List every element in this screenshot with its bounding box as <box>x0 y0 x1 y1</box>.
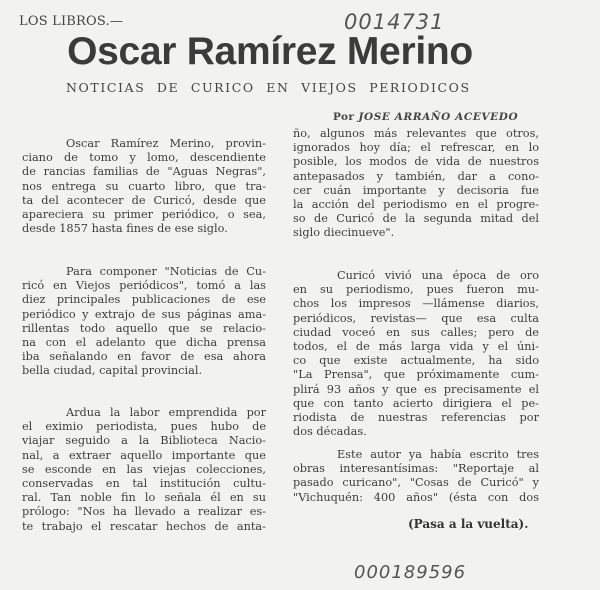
text-line: diez principales publicaciones de ese <box>22 293 266 307</box>
text-line: periódico y extrajo de sus páginas ama- <box>22 307 266 321</box>
text-line: na con el adelanto que dicha prensa <box>22 336 266 350</box>
text-line: ignorados hoy día; el refrescar, en lo <box>293 141 539 155</box>
text-line: viajar seguido a la Biblioteca Nacio- <box>22 434 266 448</box>
text-line: el eximio periodista, pues hubo de <box>22 420 266 434</box>
article-title: Oscar Ramírez Merino <box>67 30 473 73</box>
handwritten-code-bottom: 000189596 <box>354 562 467 583</box>
text-line: prólogo: "Nos ha llevado a realizar es- <box>22 505 266 519</box>
text-line: co que existe actualmente, ha sido <box>293 354 539 368</box>
left-paragraph-3 <box>22 406 266 534</box>
text-line: Curicó vivió una época de oro <box>337 269 539 282</box>
text-line: desde 1857 hasta fines de ese siglo. <box>22 222 228 236</box>
text-line: "Vichuquén: 400 años" (ésta con dos <box>293 490 539 504</box>
text-line: rillentas todo aquello que se relacio- <box>22 321 266 335</box>
text-line: so de Curicó de la segunda mitad del <box>293 212 539 226</box>
text-line: pasado curicano", "Cosas de Curicó" y <box>293 476 539 490</box>
text-line: riodista de nuestras referencias por <box>293 411 539 425</box>
text-line: ricó en Viejos periódicos", tomó a las <box>22 279 266 293</box>
byline-prefix: Por <box>333 111 355 123</box>
text-line: bella ciudad, capital provincial. <box>22 364 203 378</box>
text-line: la acción del periodismo en el progre- <box>293 198 539 212</box>
text-line: dos décadas. <box>293 425 367 439</box>
text-line: ral. Tan noble fin lo señala él en su <box>22 491 266 505</box>
text-line: que con tanto acierto dirigiera el pe- <box>293 396 539 410</box>
right-paragraph-1 <box>293 127 539 241</box>
text-line: plirá 93 años y que es precisamente el <box>293 382 539 396</box>
text-line: cer cuán importante y decisoria fue <box>293 183 539 197</box>
text-line: Ardua la labor emprendida por <box>66 406 266 419</box>
text-line: chos los impresos —llámense diarios, <box>293 297 539 311</box>
text-line: conservadas en tal institución cultu- <box>22 477 266 491</box>
text-line: iba señalando en favor de esa ahora <box>22 350 266 364</box>
left-paragraph-1 <box>22 137 266 236</box>
text-line: Oscar Ramírez Merino, provin- <box>66 137 266 150</box>
left-paragraph-2 <box>22 265 266 379</box>
text-line: obras interesantísimas: "Reportaje al <box>293 462 539 476</box>
text-line: Este autor ya había escrito tres <box>337 448 539 461</box>
handwritten-code-top: 0014731 <box>344 10 445 34</box>
text-line: Para componer "Noticias de Cu- <box>66 265 266 278</box>
article-subtitle: NOTICIAS DE CURICO EN VIEJOS PERIODICOS <box>66 80 471 95</box>
right-paragraph-2 <box>293 269 539 439</box>
text-line: ta del acontecer de Curicó, desde que <box>22 193 266 207</box>
continued-note: (Pasa a la vuelta). <box>408 517 529 531</box>
byline <box>333 111 518 123</box>
text-line: siglo diecinueve". <box>293 226 395 240</box>
text-line: nos entrega su cuarto libro, que tra- <box>22 179 266 193</box>
section-label: LOS LIBROS.— <box>19 14 124 29</box>
text-line: ciano de tomo y lomo, descendiente <box>22 151 266 165</box>
text-line: ciudad voceó en sus calles; pero de <box>293 325 539 339</box>
text-line: de rancias familias de "Aguas Negras", <box>22 165 266 179</box>
text-line: antepasados y también, dar a cono- <box>293 169 539 183</box>
text-line: "La Prensa", que próximamente cum- <box>293 368 539 382</box>
text-line: apareciera su primer periódico, o sea, <box>22 208 266 222</box>
text-line: todos, el de más larga vida y el úni- <box>293 340 539 354</box>
text-line: posible, los modos de vida de nuestros <box>293 155 539 169</box>
text-line: nal, a extraer aquello importante que <box>22 448 266 462</box>
text-line: en su periodismo, pues fueron mu- <box>293 283 539 297</box>
text-line: ño, algunos más relevantes que otros, <box>293 127 539 140</box>
right-paragraph-3 <box>293 448 539 505</box>
text-line: te trabajo el rescatar hechos de anta- <box>22 519 266 533</box>
byline-author: JOSE ARRAÑO ACEVEDO <box>358 111 519 123</box>
text-line: se esconde en las viejas colecciones, <box>22 462 266 476</box>
text-line: periódicos, revistas— que esa culta <box>293 311 539 325</box>
